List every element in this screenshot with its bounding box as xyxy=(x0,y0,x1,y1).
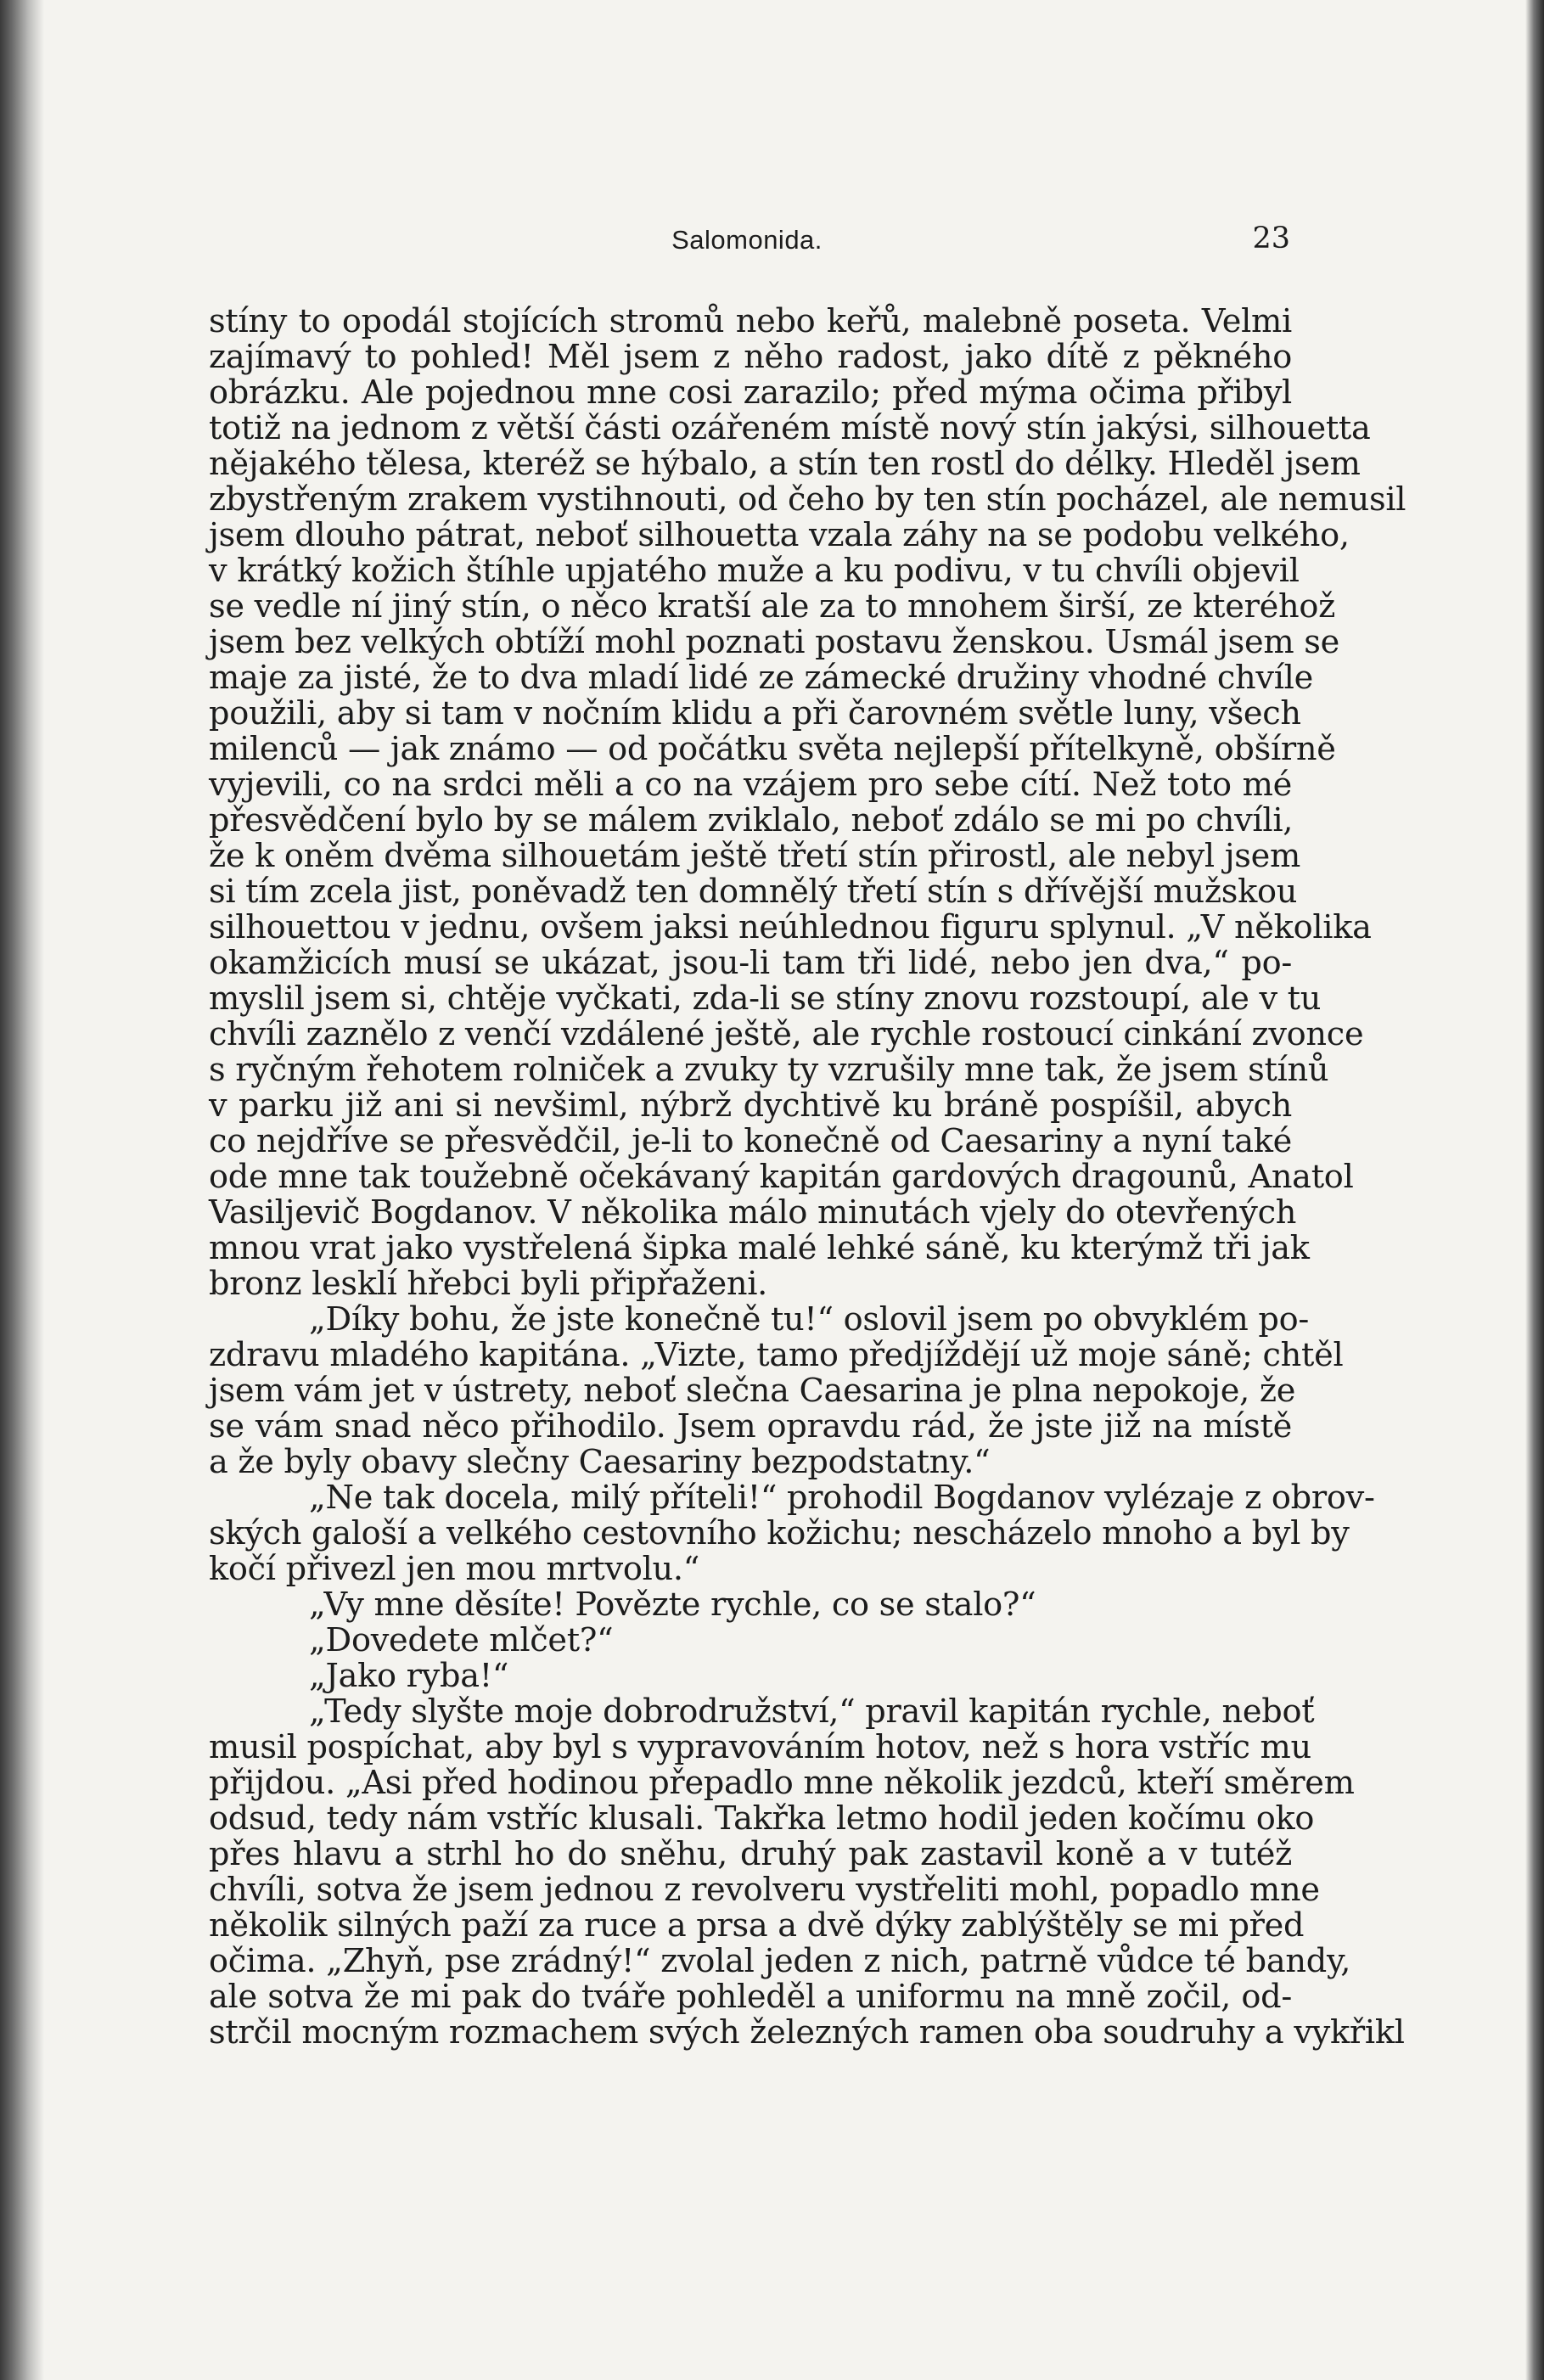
text-line: chvíli zaznělo z venčí vzdálené ještě, ale rychle rostoucí cinkání zvonce xyxy=(209,1015,1364,1053)
text-line: milenců — jak známo — od počátku světa nejlepší přítelkyně, obšírně xyxy=(209,730,1336,768)
text-line: okamžicích musí se ukázat, jsou-li tam tři lidé, nebo jen dva,“ po- xyxy=(209,944,1292,982)
text-line: zajímavý to pohled! Měl jsem z něho radost, jako dítě z pěkného xyxy=(209,338,1292,376)
text-line: maje za jisté, že to dva mladí lidé ze zámecké družiny vhodné chvíle xyxy=(209,659,1313,697)
text-line: v parku již ani si nevšiml, nýbrž dychtivě ku bráně pospíšil, abych xyxy=(209,1086,1292,1125)
text-line: „Jako ryba!“ xyxy=(309,1657,509,1695)
text-line: očima. „Zhyň, pse zrádný!“ zvolal jeden z nich, patrně vůdce té bandy, xyxy=(209,1942,1351,1980)
text-line: jsem dlouho pátrat, neboť silhouetta vzala záhy na se podobu velkého, xyxy=(209,516,1350,554)
text-line: přes hlavu a strhl ho do sněhu, druhý pak zastavil koně a v tutéž xyxy=(209,1835,1292,1873)
text-line: „Dovedete mlčet?“ xyxy=(309,1621,614,1659)
page-header xyxy=(204,222,1290,267)
text-line: kočí přivezl jen mou mrtvolu.“ xyxy=(209,1550,700,1588)
text-line: a že byly obavy slečny Caesariny bezpodstatny.“ xyxy=(209,1443,991,1481)
text-line: „Vy mne děsíte! Povězte rychle, co se stalo?“ xyxy=(309,1586,1036,1624)
text-line: chvíli, sotva že jsem jednou z revolveru vystřeliti mohl, popadlo mne xyxy=(209,1871,1320,1909)
text-line: si tím zcela jist, poněvadž ten domnělý třetí stín s dřívější mužskou xyxy=(209,873,1298,911)
text-line: co nejdříve se přesvědčil, je-li to konečně od Caesariny a nyní také xyxy=(209,1122,1292,1160)
text-line: nějakého tělesa, kteréž se hýbalo, a stín ten rostl do délky. Hleděl jsem xyxy=(209,445,1361,483)
text-line: ale sotva že mi pak do tváře pohleděl a uniformu na mně zočil, od- xyxy=(209,1978,1292,2016)
text-line: zbystřeným zrakem vystihnouti, od čeho by ten stín pocházel, ale nemusil xyxy=(209,480,1406,519)
body-text xyxy=(209,302,1406,2086)
text-line: ských galoší a velkého cestovního kožichu; nescházelo mnoho a byl by xyxy=(209,1514,1350,1552)
text-line: se vedle ní jiný stín, o něco kratší ale za to mnohem širší, ze kteréhož xyxy=(209,587,1336,626)
text-line: strčil mocným rozmachem svých železných ramen oba soudruhy a vykřikl xyxy=(209,2013,1405,2052)
text-line: Vasiljevič Bogdanov. V několika málo minutách vjely do otevřených xyxy=(209,1193,1297,1232)
page-edge-shadow xyxy=(1525,0,1544,2380)
text-line: obrázku. Ale pojednou mne cosi zarazilo; před mýma očima přibyl xyxy=(209,373,1292,412)
page-spine-shadow xyxy=(0,0,44,2380)
text-line: bronz lesklí hřebci byli připřaženi. xyxy=(209,1265,768,1303)
text-line: totiž na jednom z větší části ozářeném místě nový stín jakýsi, silhouetta xyxy=(209,409,1371,447)
text-line: „Tedy slyšte moje dobrodružství,“ pravil kapitán rychle, neboť xyxy=(309,1692,1315,1731)
text-line: jsem bez velkých obtíží mohl poznati postavu ženskou. Usmál jsem se xyxy=(209,623,1339,661)
text-line: v krátký kožich štíhle upjatého muže a ku podivu, v tu chvíli objevil xyxy=(209,552,1300,590)
text-line: musil pospíchat, aby byl s vypravováním hotov, než s hora vstříc mu xyxy=(209,1728,1311,1766)
text-line: s ryčným řehotem rolniček a zvuky ty vzrušily mne tak, že jsem stínů xyxy=(209,1051,1329,1089)
text-line: silhouettou v jednu, ovšem jaksi neúhlednou figuru splynul. „V několika xyxy=(209,908,1372,946)
text-line: ode mne tak toužebně očekávaný kapitán gardových dragounů, Anatol xyxy=(209,1158,1354,1196)
text-line: několik silných paží za ruce a prsa a dvě dýky zablýštěly se mi před xyxy=(209,1906,1305,1945)
text-line: stíny to opodál stojících stromů nebo keřů, malebně poseta. Velmi xyxy=(209,302,1292,340)
text-line: „Ne tak docela, milý příteli!“ prohodil Bogdanov vylézaje z obrov- xyxy=(309,1479,1375,1517)
text-line: přesvědčení bylo by se málem zviklalo, neboť zdálo se mi po chvíli, xyxy=(209,801,1294,839)
text-line: myslil jsem si, chtěje vyčkati, zda-li se stíny znovu rozstoupí, ale v tu xyxy=(209,980,1322,1018)
text-line: vyjevili, co na srdci měli a co na vzájem pro sebe cítí. Než toto mé xyxy=(209,766,1292,804)
text-line: přijdou. „Asi před hodinou přepadlo mne několik jezdců, kteří směrem xyxy=(209,1764,1355,1802)
text-line: jsem vám jet v ústrety, neboť slečna Caesarina je plna nepokoje, že xyxy=(209,1372,1296,1410)
text-line: „Díky bohu, že jste konečně tu!“ oslovil jsem po obvyklém po- xyxy=(309,1300,1309,1339)
text-line: odsud, tedy nám vstříc klusali. Takřka letmo hodil jeden kočímu oko xyxy=(209,1799,1315,1838)
text-line: se vám snad něco přihodilo. Jsem opravdu rád, že jste již na místě xyxy=(209,1407,1292,1445)
page-number: 23 xyxy=(1252,222,1290,255)
text-line xyxy=(209,2051,1292,2086)
text-line: mnou vrat jako vystřelená šipka malé lehké sáně, ku kterýmž tři jak xyxy=(209,1229,1310,1267)
running-title: Salomonida. xyxy=(671,225,823,255)
text-line: že k oněm dvěma silhouetám ještě třetí stín přirostl, ale nebyl jsem xyxy=(209,837,1301,875)
text-line: zdravu mladého kapitána. „Vizte, tamo předjíždějí už moje sáně; chtěl xyxy=(209,1336,1344,1374)
text-line: použili, aby si tam v nočním klidu a při čarovném světle luny, všech xyxy=(209,694,1301,733)
